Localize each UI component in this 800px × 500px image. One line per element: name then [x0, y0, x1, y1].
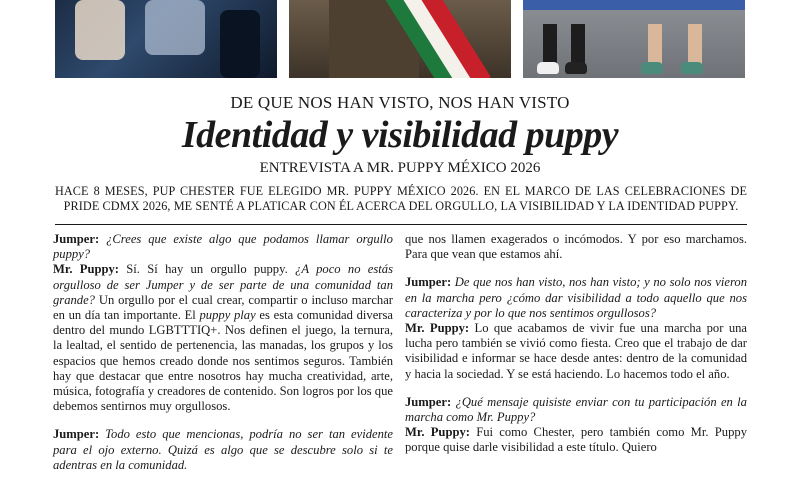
- photo-figure: [220, 10, 260, 78]
- article-intro: HACE 8 MESES, PUP CHESTER FUE ELEGIDO MR. PUPPY MÉXICO 2026. EN EL MARCO DE LAS CELEBRACIONES DE PRIDE CDMX 2026, ME SENTÉ A PLATICAR CON ÉL ACERCA DEL ORGULLO, LA VISIBILIDAD Y LA IDENTIDAD PUPPY.: [55, 184, 747, 213]
- interviewer-label: Jumper:: [405, 275, 452, 290]
- photo-leg: [688, 24, 702, 64]
- answer-text: es esta comunidad diversa dentro del mundo LGBTTTIQ+. Nos definen el juego, la ternura, la lealtad, el sentido de pertenencia, las manadas, los grupos y los espacios que hemos creado donde nos sentimos seguros. También hay que destacar que entre nosotros hay mucha creatividad, arte, música, fotografía y creadores de contenido. Son logros por los que debemos sentirnos muy orgullosos.: [53, 308, 393, 414]
- article-headline: Identidad y visibilidad puppy: [181, 114, 619, 156]
- photo-shoe: [681, 62, 703, 74]
- photo-crowd-night: [55, 0, 277, 78]
- answer-text: Lo que acabamos de vivir fue una marcha por una lucha pero también se vivió como fiesta. Creo que el trabajo de dar visibilidad e informar se hace desde antes: dentro de la comunidad y hacia la sociedad. Y se está haciendo. Lo hacemos todo el año.: [405, 321, 747, 381]
- photo-leg: [571, 24, 585, 64]
- interviewee-label: Mr. Puppy:: [53, 262, 119, 277]
- answer-text: Sí. Sí hay un orgullo puppy.: [126, 262, 296, 277]
- answer-term: puppy play: [199, 308, 256, 323]
- photo-banner: [523, 0, 745, 10]
- interviewer-label: Jumper:: [53, 232, 100, 246]
- column-right: [405, 232, 747, 469]
- article-kicker: DE QUE NOS HAN VISTO, NOS HAN VISTO: [230, 93, 570, 112]
- answer-1: [53, 262, 393, 414]
- photo-legs: [523, 0, 745, 78]
- column-left: [53, 232, 393, 486]
- interviewee-label: Mr. Puppy:: [405, 425, 470, 440]
- photo-shoe: [641, 62, 663, 74]
- question-text: Todo esto que mencionas, podría no ser tan evidente para el ojo externo. Quizá es algo que se descubre solo si te adentras en la comunidad.: [53, 427, 393, 472]
- question-2: [53, 427, 393, 473]
- photo-shoe: [537, 62, 559, 74]
- interviewer-label: Jumper:: [405, 394, 452, 409]
- photo-strip: [0, 0, 800, 80]
- answer-2-continued: que nos llamen exagerados o incómodos. Y por eso marchamos. Para que vean que estamos ahí.: [405, 232, 747, 262]
- article-subhead: ENTREVISTA A MR. PUPPY MÉXICO 2026: [259, 160, 541, 176]
- question-text: De que nos han visto, nos han visto; y no solo nos vieron en la marcha pero ¿cómo dar visibilidad a todo aquello que nos caracteriza y por lo que nos sentimos orgullosos?: [405, 275, 747, 320]
- question-3: [405, 275, 747, 321]
- question-4: [405, 395, 747, 425]
- photo-shoe: [565, 62, 587, 74]
- photo-figure: [145, 0, 205, 55]
- answer-3: [405, 321, 747, 382]
- question-text: ¿Qué mensaje quisiste enviar con tu participación en la marcha como Mr. Puppy?: [405, 394, 747, 425]
- question-1: [53, 232, 393, 262]
- photo-leg: [543, 24, 557, 64]
- answer-quote: ¿A poco no estás orgulloso de ser Jumper y de ser parte de una comunidad tan grande?: [53, 262, 393, 307]
- interviewer-label: Jumper:: [53, 427, 100, 442]
- answer-text: Un orgullo por el cual crear, compartir o incluso marchar en un día tan importante. El: [53, 292, 393, 323]
- divider-rule: [55, 224, 747, 225]
- photo-leg: [648, 24, 662, 64]
- answer-text: Fui como Chester, pero también como Mr. Puppy porque quise darle visibilidad a este título. Quiero: [405, 425, 747, 455]
- question-text: ¿Crees que existe algo que podamos llamar orgullo puppy?: [53, 232, 393, 262]
- photo-sash: [289, 0, 511, 78]
- interviewee-label: Mr. Puppy:: [405, 321, 470, 336]
- photo-figure: [75, 0, 125, 60]
- answer-4: [405, 425, 747, 455]
